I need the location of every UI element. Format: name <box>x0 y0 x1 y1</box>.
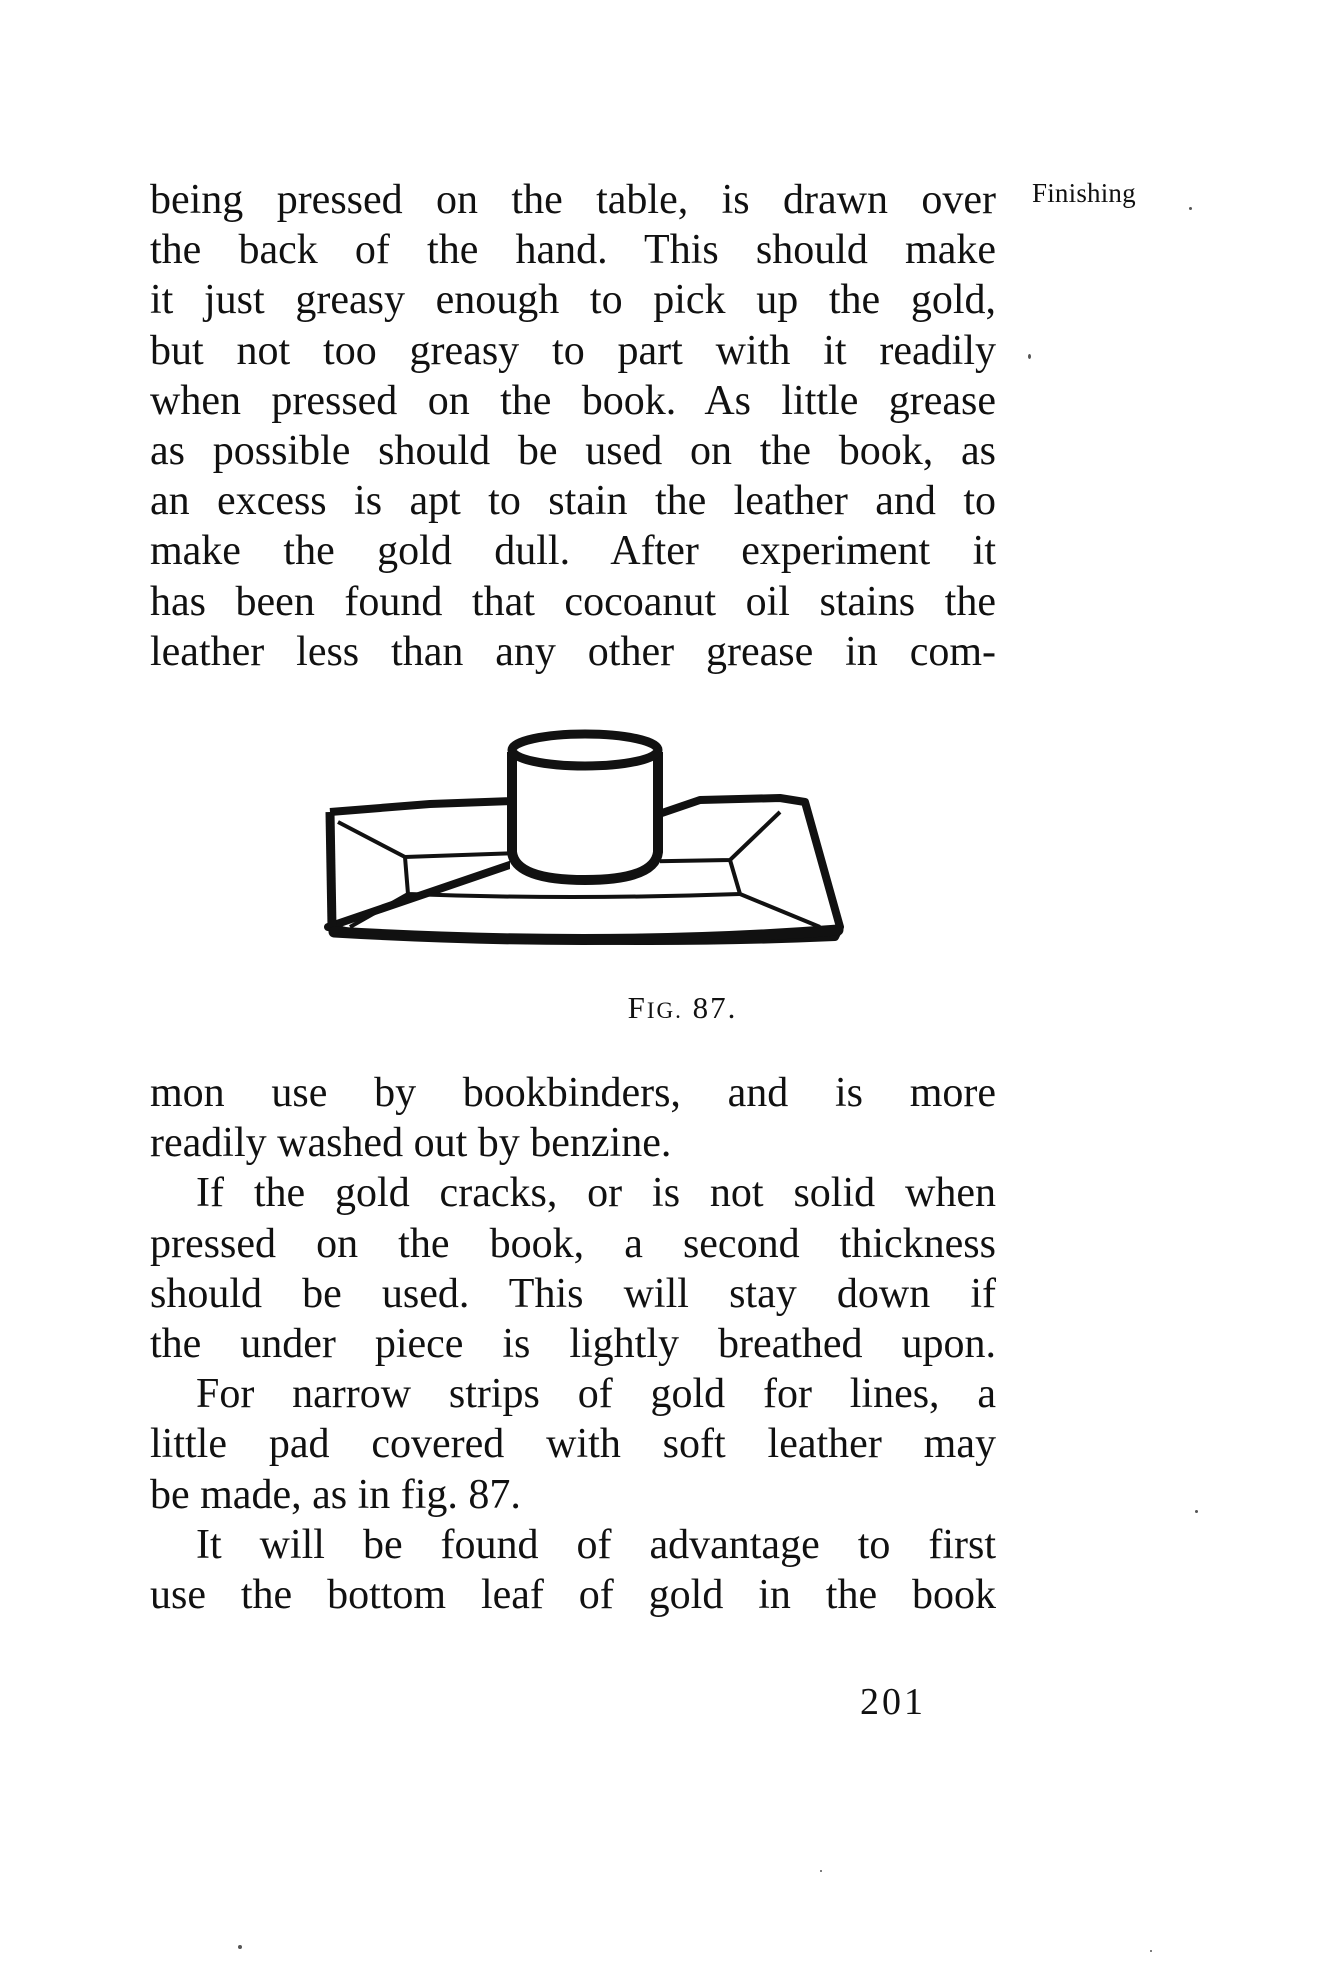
text-line: as possible should be used on the book, as <box>150 427 996 474</box>
text-line: readily washed out by benzine. <box>150 1120 672 1167</box>
text-line: has been found that cocoanut oil stains the <box>150 578 996 625</box>
tray-base <box>334 930 838 940</box>
inner-bevel-bottom-left <box>350 894 408 927</box>
text-line: the under piece is lightly breathed upon. <box>150 1320 996 1367</box>
caption-number: 87. <box>692 990 738 1025</box>
page-number: 201 <box>860 1681 926 1723</box>
scan-speck <box>238 1945 242 1949</box>
text-line: For narrow strips of gold for lines, a <box>196 1371 996 1418</box>
bottom-paragraphs <box>150 1068 996 1620</box>
text-line: little pad covered with soft leather may <box>150 1421 996 1468</box>
text-line: being pressed on the table, is drawn over <box>150 177 996 223</box>
text-line: mon use by bookbinders, and is more <box>150 1070 996 1116</box>
top-paragraph <box>150 175 996 677</box>
text-line: If the gold cracks, or is not solid when <box>196 1170 996 1217</box>
text-line: pressed on the book, a second thickness <box>150 1220 996 1267</box>
scan-speck <box>1195 1510 1198 1513</box>
text-line: but not too greasy to part with it readily <box>150 327 996 374</box>
text-line: it just greasy enough to pick up the gold, <box>150 277 996 324</box>
text-line: should be used. This will stay down if <box>150 1270 996 1317</box>
caption-prefix: F <box>627 990 647 1025</box>
handle-cylinder <box>512 752 658 880</box>
text-line: an excess is apt to stain the leather and to <box>150 478 996 525</box>
caption-smallcaps: IG. <box>646 998 683 1023</box>
figure-gold-pad <box>310 722 850 982</box>
scan-speck <box>1189 207 1192 210</box>
scan-speck <box>1028 354 1031 359</box>
figure-caption <box>0 990 1325 1026</box>
gold-pad-illustration <box>310 722 850 982</box>
text-line: when pressed on the book. As little grease <box>150 377 996 424</box>
text-line: be made, as in fig. 87. <box>150 1471 521 1518</box>
handle-top <box>512 734 658 766</box>
text-line: leather less than any other grease in com- <box>150 628 996 675</box>
inner-bevel-bottom-right <box>740 894 820 927</box>
scan-speck <box>820 1870 822 1872</box>
text-line: It will be found of advantage to first <box>196 1521 996 1568</box>
text-line: the back of the hand. This should make <box>150 227 996 274</box>
scan-speck <box>1150 1950 1152 1952</box>
tray-left-edge <box>330 812 332 927</box>
text-line: use the bottom leaf of gold in the book <box>150 1571 996 1618</box>
margin-note: Finishing <box>1032 178 1136 208</box>
text-line: make the gold dull. After experiment it <box>150 528 996 575</box>
